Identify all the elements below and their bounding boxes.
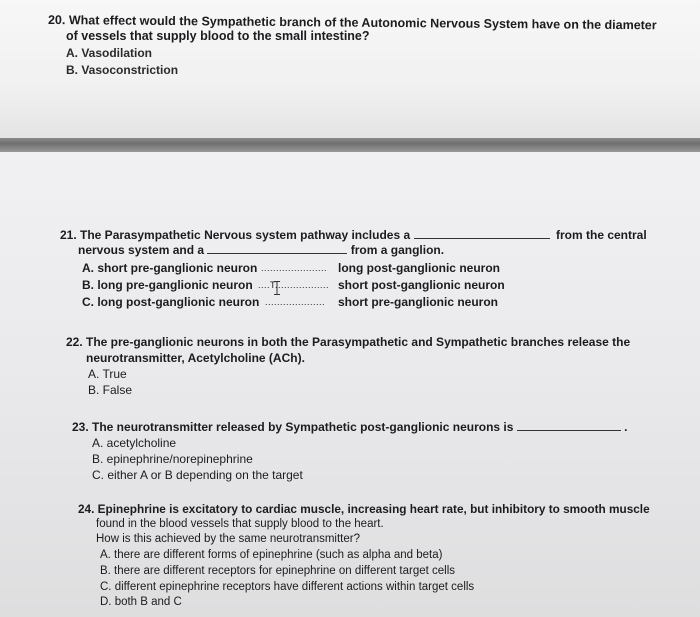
q21-option-a-leader: ......................	[261, 263, 328, 273]
q22-stem-line2: neurotransmitter, Acetylcholine (ACh).	[86, 351, 305, 365]
q24-option-d[interactable]: D. both B and C	[100, 596, 182, 608]
q24-stem-line1: 24. Epinephrine is excitatory to cardiac muscle, increasing heart rate, but inhibitory to smooth muscle	[78, 502, 650, 516]
q21-option-b-leader: ....T..................	[258, 280, 330, 290]
page-gap-divider	[0, 138, 700, 152]
q20-stem-line2: of vessels that supply blood to the small intestine?	[66, 29, 370, 43]
q21-stem-line1-end: from the central	[556, 228, 647, 242]
q23-stem-text: 23. The neurotransmitter released by Sympathetic post-ganglionic neurons is	[72, 420, 514, 434]
q22-option-b[interactable]: B. False	[88, 383, 133, 397]
q24-stem-line3: How is this achieved by the same neurotransmitter?	[96, 533, 360, 545]
q24-option-c[interactable]: C. different epinephrine receptors have different actions within target cells	[100, 581, 475, 593]
q21-stem-line2	[78, 243, 444, 258]
q23-option-b[interactable]: B. epinephrine/norepinephrine	[92, 452, 253, 466]
q21-option-a-right[interactable]: long post-ganglionic neuron	[338, 261, 500, 275]
q21-stem-line2-start: nervous system and a	[78, 243, 205, 257]
q24-stem-line2: found in the blood vessels that supply blood to the heart.	[96, 518, 384, 530]
q20-option-b[interactable]: B. Vasoconstriction	[66, 63, 179, 77]
q22-option-a[interactable]: A. True	[88, 367, 127, 381]
q23-stem-end: .	[624, 420, 628, 434]
q21-blank-1[interactable]	[414, 228, 550, 239]
q21-stem-start: 21. The Parasympathetic Nervous system pathway includes a	[60, 228, 411, 242]
q21-stem-line2-end: from a ganglion.	[350, 243, 445, 257]
q21-blank-2[interactable]	[207, 243, 347, 254]
q21-stem-line1	[60, 228, 550, 243]
q23-option-c[interactable]: C. either A or B depending on the target	[92, 468, 303, 482]
q21-option-c-left[interactable]: C. long post-ganglionic neuron	[82, 295, 260, 309]
q24-option-b[interactable]: B. there are different receptors for epinephrine on different target cells	[100, 565, 456, 577]
q21-option-a-left[interactable]: A. short pre-ganglionic neuron	[82, 261, 258, 275]
q21-option-c-right[interactable]: short pre-ganglionic neuron	[338, 295, 499, 309]
q21-option-c-leader: ....................	[265, 297, 326, 307]
q23-option-a[interactable]: A. acetylcholine	[92, 436, 177, 450]
q20-option-a[interactable]: A. Vasodilation	[66, 46, 153, 60]
text-cursor-icon	[274, 281, 280, 295]
q20-stem-line1: 20. What effect would the Sympathetic branch of the Autonomic Nervous System have on the diameter	[47, 13, 657, 33]
q23-blank[interactable]	[517, 420, 621, 431]
q23-stem	[72, 420, 627, 435]
q22-stem-line1: 22. The pre-ganglionic neurons in both the Parasympathetic and Sympathetic branches release the	[66, 335, 631, 349]
q24-option-a[interactable]: A. there are different forms of epinephrine (such as alpha and beta)	[100, 549, 443, 561]
q21-option-b-right[interactable]: short post-ganglionic neuron	[338, 278, 505, 292]
q21-option-b-left[interactable]: B. long pre-ganglionic neuron	[82, 278, 253, 292]
